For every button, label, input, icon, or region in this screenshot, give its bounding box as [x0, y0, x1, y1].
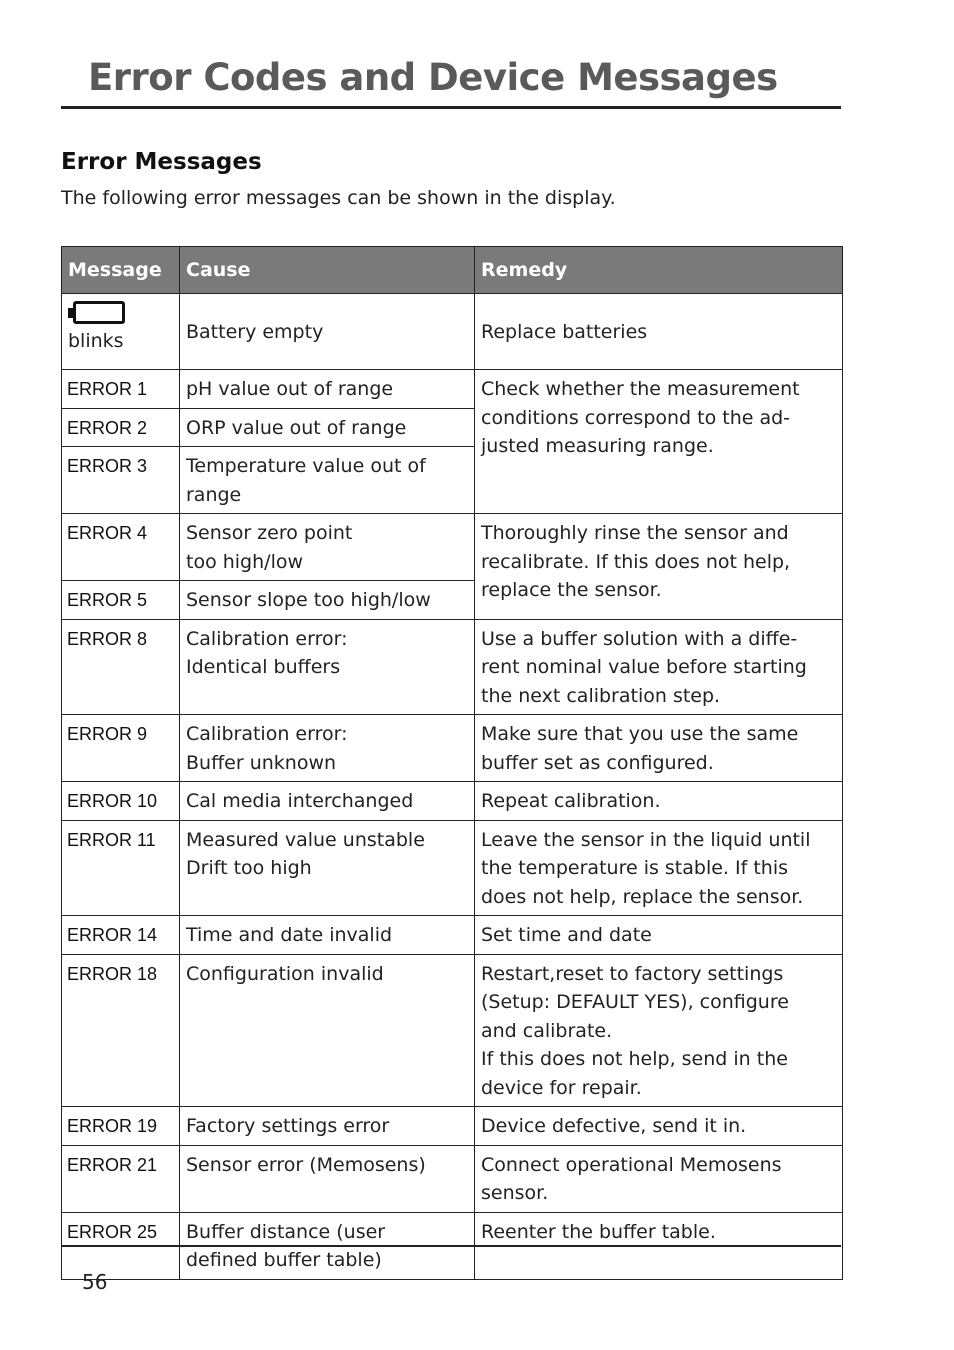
cause-line: Identical buffers: [186, 656, 341, 678]
page-title: Error Codes and Device Messages: [88, 56, 778, 99]
remedy-line: and calibrate.: [481, 1019, 613, 1042]
table-row-error-19: [62, 1107, 843, 1146]
cause-cell: Time and date invalid: [180, 916, 475, 955]
cause-line: defined buffer table): [186, 1249, 382, 1271]
remedy-cell: [475, 1145, 843, 1212]
error-code: ERROR 25: [62, 1212, 180, 1279]
cause-cell: Factory settings error: [180, 1107, 475, 1146]
error-code: ERROR 14: [62, 916, 180, 955]
error-code: ERROR 8: [62, 619, 180, 715]
error-code: ERROR 3: [62, 447, 180, 514]
remedy-line: device for repair.: [481, 1076, 642, 1099]
error-code: ERROR 5: [62, 581, 180, 620]
cause-line: Calibration error:: [186, 627, 348, 650]
remedy-line: recalibrate. If this does not help,: [481, 550, 791, 573]
title-rule: [61, 106, 841, 109]
remedy-cell: Set time and date: [475, 916, 843, 955]
message-cell: [62, 294, 180, 370]
remedy-line: Connect operational Memosens: [481, 1153, 782, 1176]
cause-line: Sensor zero point: [186, 522, 353, 544]
remedy-cell: [475, 370, 843, 514]
header-message: Message: [62, 247, 180, 294]
header-cause: Cause: [180, 247, 475, 294]
cause-cell: pH value out of range: [180, 370, 475, 409]
remedy-cell: [475, 715, 843, 782]
cause-cell: Sensor error (Memosens): [180, 1145, 475, 1212]
table-row-error-4: [62, 514, 843, 581]
header-remedy: Remedy: [475, 247, 843, 294]
table-row-error-1: [62, 370, 843, 409]
cause-cell: [180, 820, 475, 916]
cause-line: too high/low: [186, 550, 304, 573]
cause-cell: [180, 447, 475, 514]
remedy-line: conditions correspond to the ad-: [481, 406, 791, 429]
remedy-line: Restart,reset to factory settings: [481, 962, 784, 985]
error-code: ERROR 11: [62, 820, 180, 916]
remedy-cell: [475, 954, 843, 1107]
table-row-error-21: [62, 1145, 843, 1212]
remedy-cell: Replace batteries: [475, 294, 843, 370]
remedy-line: the temperature is stable. If this: [481, 857, 789, 879]
error-code: ERROR 19: [62, 1107, 180, 1146]
intro-text: The following error messages can be shown in the display.: [61, 187, 616, 209]
remedy-line: replace the sensor.: [481, 579, 662, 601]
cause-cell: ORP value out of range: [180, 408, 475, 447]
cause-cell: [180, 715, 475, 782]
cause-line: Measured value unstable: [186, 828, 425, 851]
table-row-error-14: [62, 916, 843, 955]
remedy-line: Check whether the measurement: [481, 378, 800, 400]
remedy-line: Use a buffer solution with a diffe-: [481, 627, 798, 650]
remedy-cell: Reenter the buffer table.: [475, 1212, 843, 1279]
error-messages-table: [61, 246, 843, 1280]
remedy-line: justed measuring range.: [481, 435, 714, 457]
error-code: ERROR 18: [62, 954, 180, 1107]
remedy-line: Thoroughly rinse the sensor and: [481, 522, 789, 544]
error-code: ERROR 10: [62, 782, 180, 821]
cause-cell: [180, 619, 475, 715]
remedy-line: Make sure that you use the same: [481, 723, 799, 745]
error-code: ERROR 1: [62, 370, 180, 409]
remedy-line: rent nominal value before starting: [481, 656, 807, 678]
remedy-line: buffer set as configured.: [481, 751, 714, 774]
remedy-line: sensor.: [481, 1182, 549, 1204]
cause-line: Temperature value out of: [186, 455, 426, 477]
remedy-cell: [475, 820, 843, 916]
remedy-line: Leave the sensor in the liquid until: [481, 828, 811, 851]
table-row-error-11: [62, 820, 843, 916]
remedy-line: does not help, replace the sensor.: [481, 885, 804, 908]
cause-line: Buffer unknown: [186, 751, 337, 774]
footer-rule: [61, 1245, 841, 1247]
table-row-error-18: [62, 954, 843, 1107]
remedy-line: the next calibration step.: [481, 684, 721, 707]
cause-cell: Sensor slope too high/low: [180, 581, 475, 620]
remedy-cell: [475, 514, 843, 620]
battery-empty-icon: [68, 299, 128, 327]
cause-line: Calibration error:: [186, 723, 348, 745]
section-heading: Error Messages: [61, 149, 262, 175]
cause-cell: Cal media interchanged: [180, 782, 475, 821]
table-row-battery: [62, 294, 843, 370]
remedy-cell: Device defective, send it in.: [475, 1107, 843, 1146]
remedy-line: (Setup: DEFAULT YES), configure: [481, 991, 789, 1013]
cause-cell: Battery empty: [180, 294, 475, 370]
cause-cell: [180, 514, 475, 581]
cause-line: range: [186, 483, 242, 506]
error-code: ERROR 2: [62, 408, 180, 447]
table-header-row: [62, 247, 843, 294]
error-code: ERROR 4: [62, 514, 180, 581]
cause-line: Buffer distance (user: [186, 1220, 386, 1243]
cause-line: Drift too high: [186, 857, 312, 879]
remedy-line: If this does not help, send in the: [481, 1048, 788, 1070]
cause-cell: Configuration invalid: [180, 954, 475, 1107]
error-code: ERROR 9: [62, 715, 180, 782]
table-row-error-10: [62, 782, 843, 821]
page-number: 56: [82, 1270, 108, 1294]
remedy-cell: Repeat calibration.: [475, 782, 843, 821]
error-code: ERROR 21: [62, 1145, 180, 1212]
table-row-error-9: [62, 715, 843, 782]
table-row-error-8: [62, 619, 843, 715]
blinks-label: blinks: [68, 330, 124, 352]
remedy-cell: [475, 619, 843, 715]
